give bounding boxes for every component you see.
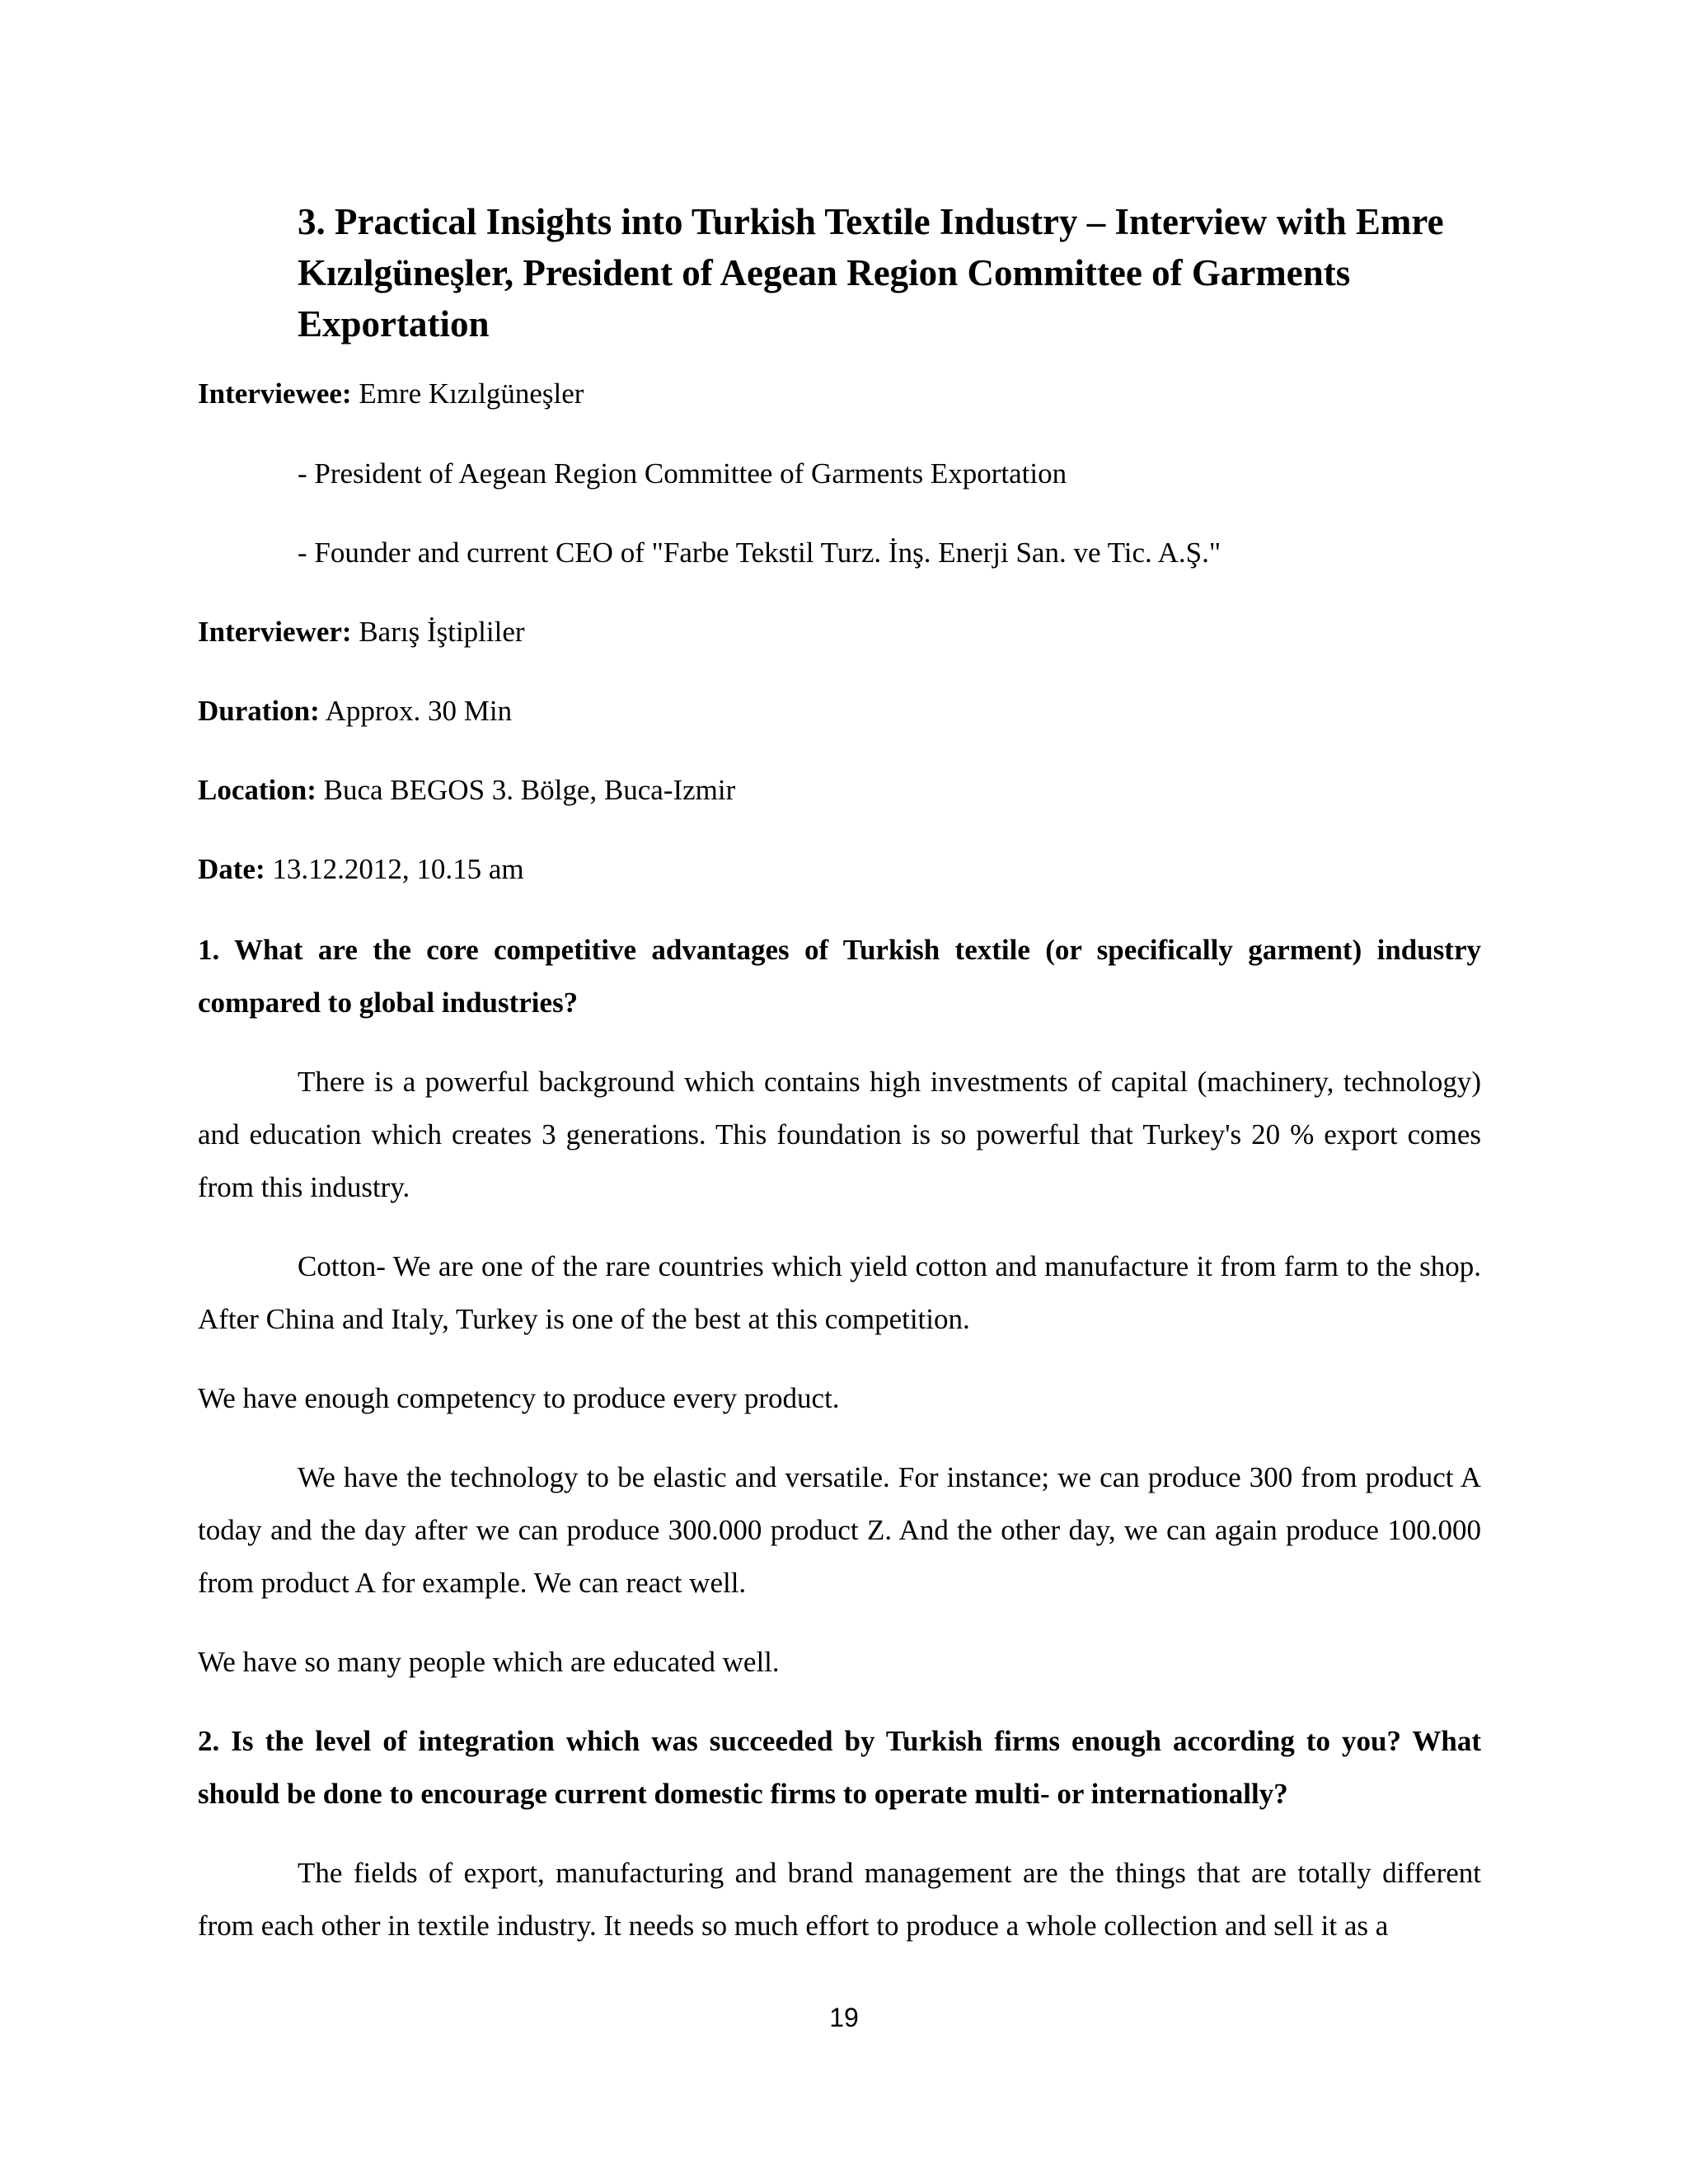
- answer-paragraph: We have so many people which are educated well.: [198, 1646, 780, 1678]
- question-text: . What are the core competitive advantages of Turkish textile (or specifically garment) industry compared to global industries?: [198, 934, 1481, 1019]
- interviewer-line: [198, 614, 525, 650]
- duration-label: Duration:: [198, 695, 320, 727]
- question-1: [198, 924, 1481, 1029]
- interviewee-line: [198, 376, 584, 412]
- date-label: Date:: [198, 853, 265, 885]
- date-value: 13.12.2012, 10.15 am: [265, 853, 524, 885]
- interviewee-role-president: - President of Aegean Region Committee of Garments Exportation: [298, 457, 1067, 490]
- location-label: Location:: [198, 774, 316, 806]
- duration-line: [198, 693, 512, 729]
- location-line: [198, 772, 735, 808]
- interviewer-label: Interviewer:: [198, 616, 352, 648]
- answer-paragraph: We have the technology to be elastic and versatile. For instance; we can produce 300 from product A today and the day after we can produce 300.000 product Z. And the other day, we can again produce 100.000 from product A for example. We can react well.: [198, 1461, 1481, 1599]
- location-value: Buca BEGOS 3. Bölge, Buca-Izmir: [316, 774, 736, 806]
- answer-paragraph: Cotton- We are one of the rare countries which yield cotton and manufacture it from farm to the shop. After China and Italy, Turkey is one of the best at this competition.: [198, 1250, 1481, 1335]
- date-line: [198, 851, 524, 888]
- question-number: 2: [198, 1725, 213, 1757]
- answer-paragraph: We have enough competency to produce every product.: [198, 1382, 840, 1414]
- interviewer-name: Barış İştipliler: [351, 616, 525, 648]
- interviewee-name: Emre Kızılgüneşler: [351, 377, 584, 410]
- question-number: 1: [198, 934, 213, 966]
- answer-paragraph: The fields of export, manufacturing and brand management are the things that are totally different from each other in textile industry. It needs so much effort to produce a whole collection and sell it as a: [198, 1857, 1481, 1942]
- interviewee-label: Interviewee:: [198, 377, 352, 410]
- page-number: 19: [829, 2003, 859, 2032]
- question-2: [198, 1715, 1481, 1821]
- answer-paragraph: There is a powerful background which contains high investments of capital (machinery, technology) and education which creates 3 generations. This foundation is so powerful that Turkey's 20 % export comes from this industry.: [198, 1066, 1481, 1203]
- question-text: . Is the level of integration which was succeeded by Turkish firms enough according to you? What should be done to encourage current domestic firms to operate multi- or internationally?: [198, 1725, 1481, 1810]
- interviewee-role-ceo: - Founder and current CEO of "Farbe Tekstil Turz. İnş. Enerji San. ve Tic. A.Ş.": [298, 537, 1221, 569]
- section-title: 3. Practical Insights into Turkish Textile Industry – Interview with Emre Kızılgüneşler, President of Aegean Region Committee of Garments Exportation: [298, 201, 1444, 344]
- duration-value: Approx. 30 Min: [319, 695, 513, 727]
